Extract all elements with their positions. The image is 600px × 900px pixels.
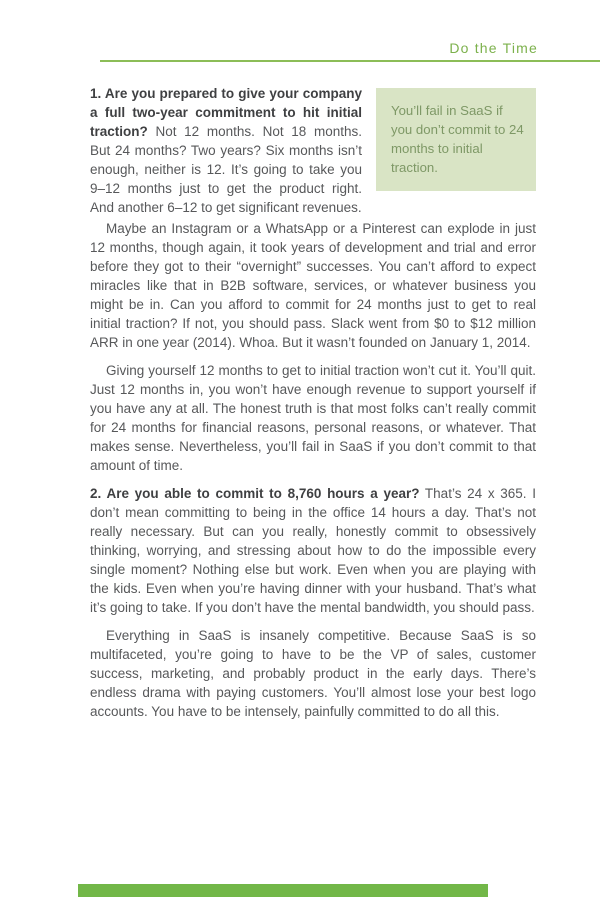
callout-box [376, 88, 536, 191]
footer-accent-bar [78, 884, 488, 897]
body-paragraph-3: Giving yourself 12 months to get to initial traction won’t cut it. You’ll quit. Just 12 months in, you won’t have enough revenue to support yourself if you have any at all. The honest truth is that most folks can’t really commit for 24 months for financial reasons, personal reasons, or whatever. That makes sense. Nevertheless, you’ll fail in SaaS if you don’t commit to that amount of time. [90, 363, 536, 473]
question-1-lead: 1. Are you prepared to give your company a full two-year commitment to hit initial traction? [90, 86, 362, 139]
page-body [90, 84, 536, 730]
callout-text: You’ll fail in SaaS if you don’t commit to 24 months to initial traction. [391, 103, 524, 175]
question-2-paragraph [90, 484, 536, 617]
body-paragraph-2: Maybe an Instagram or a WhatsApp or a Pinterest can explode in just 12 months, though again, it took years of development and trial and error before they got to their “overnight” successes. You can’t afford to expect miracles like that in B2B software, services, or whatever business you might be in. Can you afford to commit for 24 months just to get to real initial traction? If not, you should pass. Slack went from $0 to $12 million ARR in one year (2014). Whoa. But it wasn’t founded on January 1, 2014. [90, 221, 536, 350]
question-2-text: That’s 24 x 365. I don’t mean committing to being in the office 14 hours a day. That’s not really necessary. But can you really, honestly commit to obsessively thinking, worrying, and stressing about how to do the impossible every single moment? Nothing else but work. Even when you are playing with the kids. Even when you’re having dinner with your husband. That’s what it’s going to take. If you don’t have the mental bandwidth, you should pass. [90, 486, 536, 615]
intro-row [90, 84, 536, 217]
question-1-text: Not 12 months. Not 18 months. But 24 months? Two years? Six months isn’t enough, neither is 12. It’s going to take you 9–12 months just to get the product right. And another 6–12 to get significant revenues. [90, 124, 362, 215]
question-1-paragraph [90, 84, 362, 217]
header-rule [100, 60, 600, 62]
intro-column [90, 84, 362, 217]
body-paragraph-5: Everything in SaaS is insanely competitive. Because SaaS is so multifaceted, you’re going to have to be the VP of sales, customer success, marketing, and probably product in the early days. There’s endless drama with paying customers. You’ll almost lose your best logo accounts. You have to be intensely, painfully committed to do all this. [90, 628, 536, 719]
question-2-lead: 2. Are you able to commit to 8,760 hours a year? [90, 486, 420, 501]
running-header-title: Do the Time [449, 40, 538, 56]
